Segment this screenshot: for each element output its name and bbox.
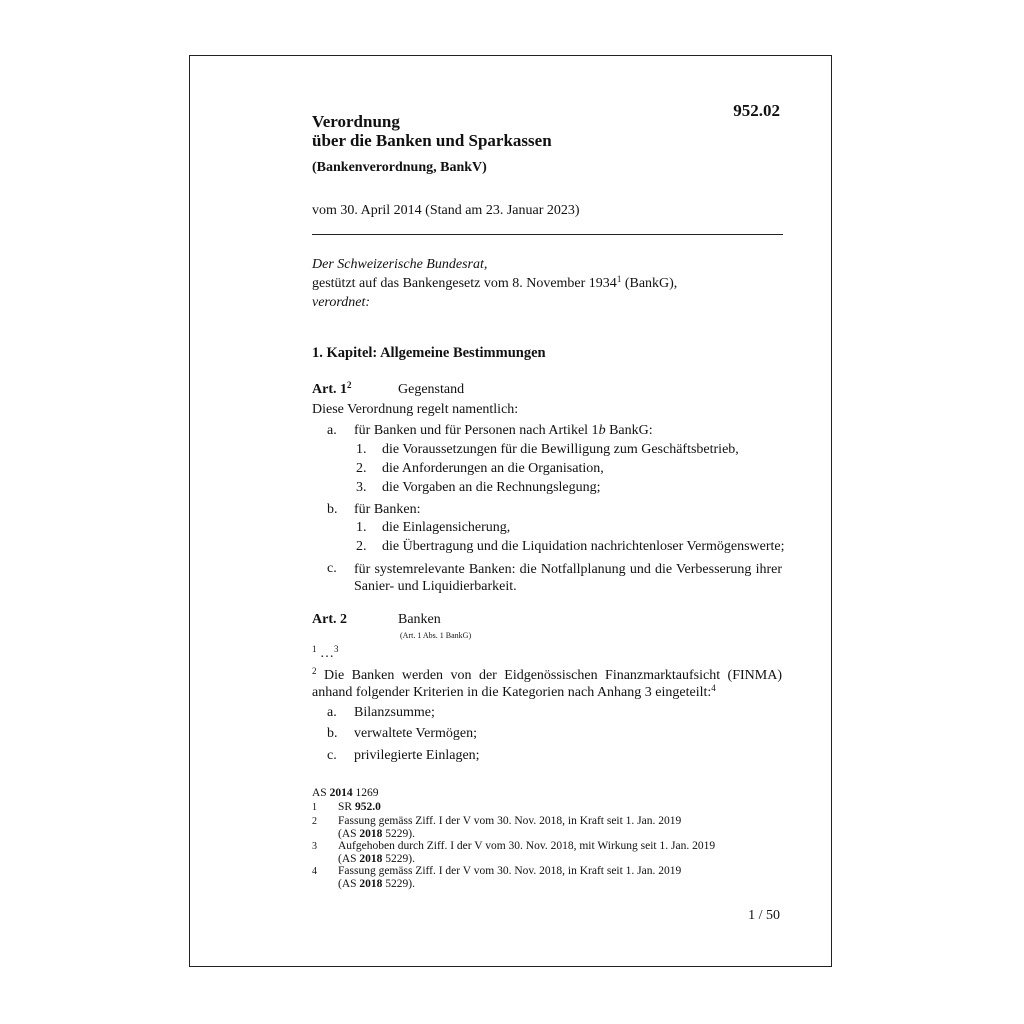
footnote-3-num: 3 <box>312 841 317 852</box>
page-number: 1 / 50 <box>748 908 780 923</box>
item-a-sub-2-num: 2. <box>356 461 367 476</box>
footnote-ref-1[interactable]: 1 <box>616 274 622 284</box>
footnote-2-line-2: (AS 2018 5229). <box>338 828 415 840</box>
article-2-label: Art. 2 <box>312 612 347 627</box>
footnote-3-line-1: Aufgehoben durch Ziff. I der V vom 30. Nov. 2018, mit Wirkung seit 1. Jan. 2019 <box>338 840 716 852</box>
preamble-line-1: Der Schweizerische Bundesrat, <box>312 257 488 272</box>
footnote-2-num: 2 <box>312 816 317 827</box>
preamble-line-2: gestützt auf das Bankengesetz vom 8. November 1934$^1$ (BankG), <box>312 274 678 291</box>
item-a-sub-2-text: die Anforderungen an die Organisation, <box>382 461 604 476</box>
footnote-4-num: 4 <box>312 866 317 877</box>
item-b-letter: b. <box>327 502 338 517</box>
footnote-ref-4[interactable]: 4 <box>711 683 716 693</box>
art2-item-b-text: verwaltete Vermögen; <box>354 726 477 741</box>
art2-item-b-letter: b. <box>327 726 338 741</box>
article-2-paragraph-1: $^1$ …$^3$ <box>312 644 339 661</box>
official-collection-ref: AS 2014 1269 <box>312 787 379 799</box>
item-b-sub-2-num: 2. <box>356 539 367 554</box>
item-a-sub-3-num: 3. <box>356 480 367 495</box>
sr-number: 952.02 <box>733 101 780 120</box>
item-a-sub-1-num: 1. <box>356 442 367 457</box>
subtitle: (Bankenverordnung, BankV) <box>312 160 487 175</box>
art2-item-c-text: privilegierte Einlagen; <box>354 748 480 763</box>
footnote-3-line-2: (AS 2018 5229). <box>338 853 415 865</box>
title-line-1: Verordnung <box>312 112 400 131</box>
date-line: vom 30. April 2014 (Stand am 23. Januar 2023) <box>312 203 580 218</box>
item-a-sub-3-text: die Vorgaben an die Rechnungslegung; <box>382 480 601 495</box>
item-c-letter: c. <box>327 561 337 576</box>
item-b-sub-2-text: die Übertragung und die Liquidation nachrichtenloser Vermögenswerte; <box>382 539 785 554</box>
item-a-text: für Banken und für Personen nach Artikel 1b BankG: <box>354 423 653 438</box>
header-divider <box>312 234 783 235</box>
footnote-4-line-2: (AS 2018 5229). <box>338 878 415 890</box>
article-2-heading: Banken <box>398 612 441 627</box>
footnote-1-num: 1 <box>312 802 317 813</box>
article-2-paragraph-2: $^2$ Die Banken werden von der Eidgenössischen Finanzmarktaufsicht (FINMA) anhand folgender Kriterien in die Kategorien nach Anhang 3 eingeteilt:$^4$ <box>312 666 783 700</box>
item-b-sub-1-text: die Einlagensicherung, <box>382 520 511 535</box>
item-a-sub-1-text: die Voraussetzungen für die Bewilligung zum Geschäftsbetrieb, <box>382 442 739 457</box>
article-1-label: Art. $1^2$ <box>312 380 352 397</box>
item-b-sub-1-num: 1. <box>356 520 367 535</box>
footnote-2-line-1: Fassung gemäss Ziff. I der V vom 30. Nov. 2018, in Kraft seit 1. Jan. 2019 <box>338 815 682 827</box>
item-c-text: für systemrelevante Banken: die Notfallplanung und die Verbesserung ihrer Sanier- und Liquidierbarkeit. <box>354 562 782 594</box>
art2-item-c-letter: c. <box>327 748 337 763</box>
title-line-2: über die Banken und Sparkassen <box>312 131 552 150</box>
item-a-letter: a. <box>327 423 337 438</box>
footnote-1-text: SR 952.0 <box>338 801 381 813</box>
article-1-intro: Diese Verordnung regelt namentlich: <box>312 402 519 417</box>
footnote-ref-2[interactable]: 2 <box>347 380 352 390</box>
footnote-ref-3[interactable]: 3 <box>334 644 339 654</box>
art2-item-a-letter: a. <box>327 705 337 720</box>
item-b-text: für Banken: <box>354 502 421 517</box>
preamble-line-3: verordnet: <box>312 295 371 310</box>
document-page <box>189 55 832 967</box>
art2-item-a-text: Bilanzsumme; <box>354 705 435 720</box>
chapter-heading: 1. Kapitel: Allgemeine Bestimmungen <box>312 345 546 361</box>
footnote-4-line-1: Fassung gemäss Ziff. I der V vom 30. Nov. 2018, in Kraft seit 1. Jan. 2019 <box>338 865 682 877</box>
article-1-heading: Gegenstand <box>398 382 465 397</box>
article-2-reference: (Art. 1 Abs. 1 BankG) <box>400 631 472 640</box>
